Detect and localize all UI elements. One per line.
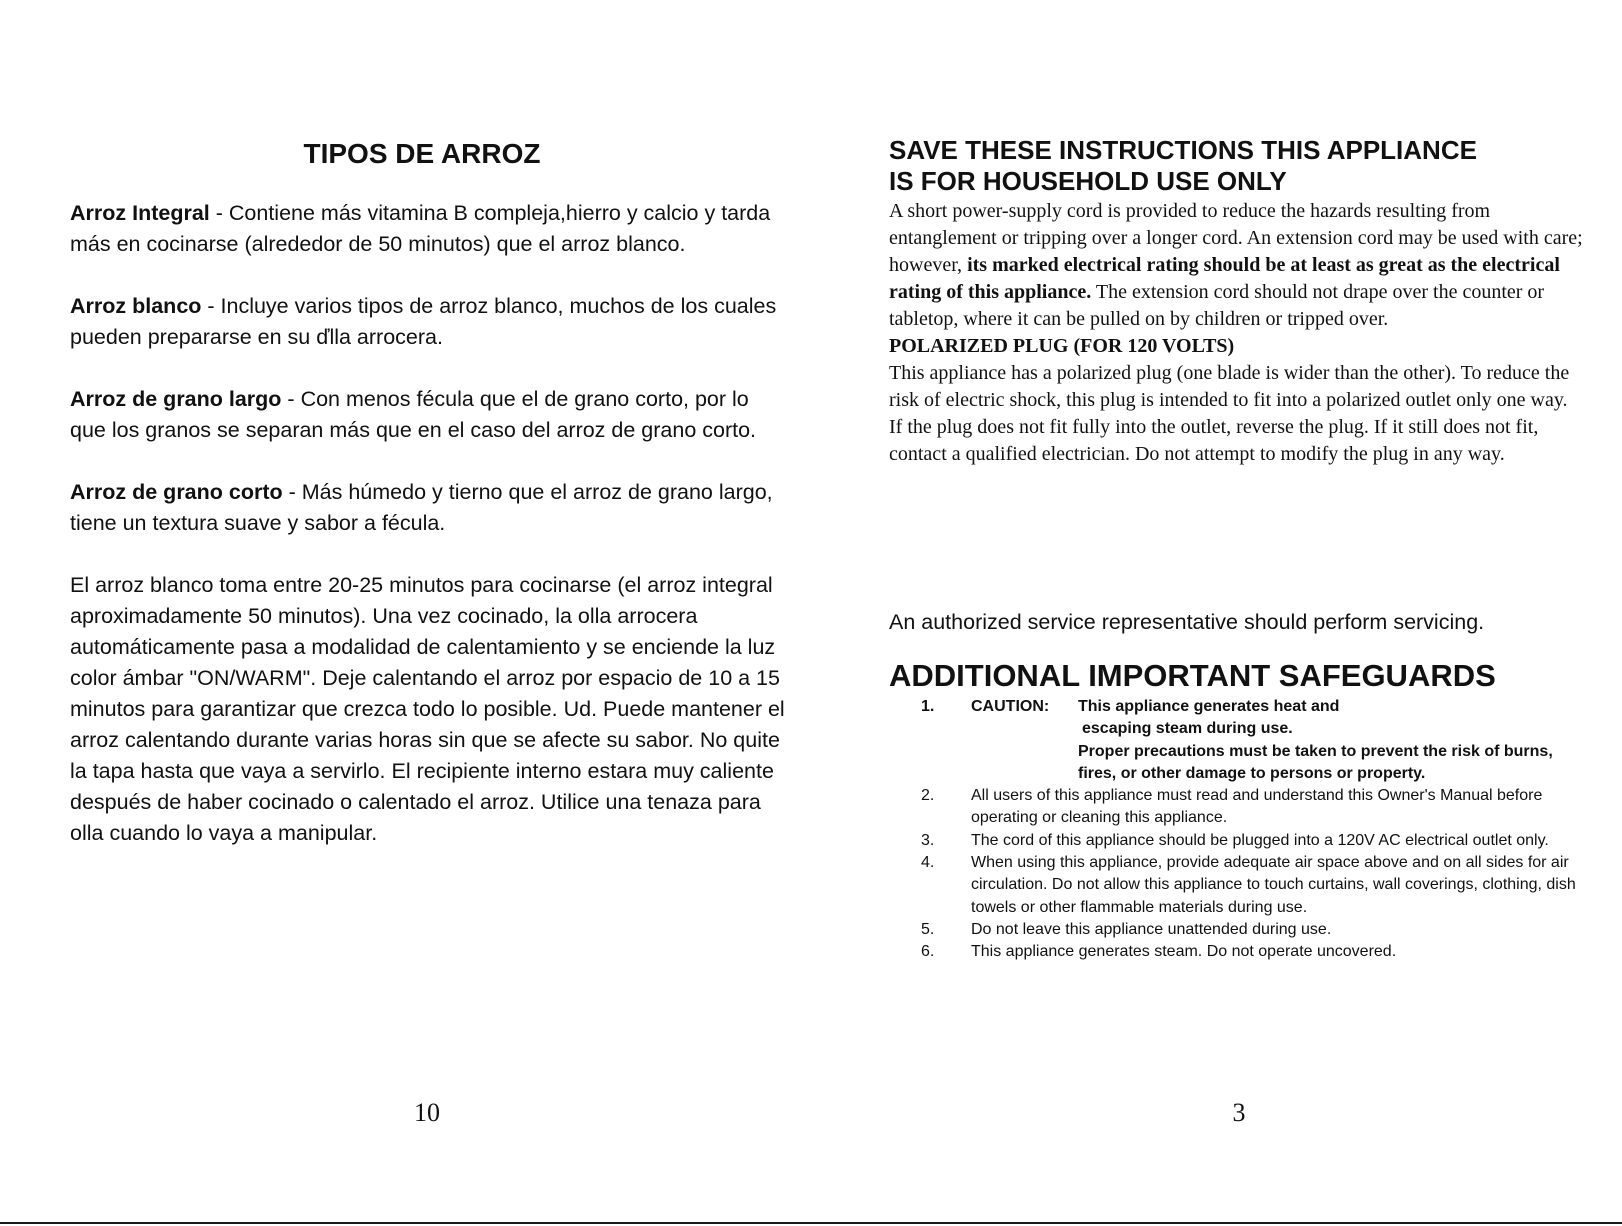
item-number: 2. [921,787,935,805]
page-number: 3 [1232,1098,1246,1127]
list-item [921,830,1591,852]
rice-type-entry [70,291,790,353]
separator: - [281,387,301,411]
separator: - [209,201,229,225]
rice-type-description: Incluye varios tipos de arroz blanco, muchos de los cuales pueden prepararse en su ďlla arrocera. [70,294,777,349]
caution-text: escaping steam during use. [1082,720,1293,738]
rice-type-entry [70,198,790,260]
plug-paragraph: If the plug does not fit fully into the outlet, reverse the plug. If it still does not fit, contact a qualified electrician. Do not attempt to modify the plug in any way. [889,416,1539,465]
list-item [921,696,1591,785]
rice-type-term: Arroz de grano largo [70,387,282,411]
service-note: An authorized service representative should perform servicing. [889,610,1485,634]
right-page [811,0,1622,1226]
item-number: 5. [921,920,935,938]
list-item [921,919,1591,941]
plug-paragraph: This appliance has a polarized plug (one blade is wider than the other). To reduce the risk of electric shock, this plug is intended to fit into a polarized outlet only one way. [889,362,1570,411]
save-instructions-heading [889,135,1579,197]
list-item [921,941,1591,963]
heading-line: SAVE THESE INSTRUCTIONS THIS APPLIANCE [889,135,1477,165]
item-number: 3. [921,831,935,849]
list-item [921,852,1591,919]
item-number: 6. [921,943,935,961]
cooking-paragraph: El arroz blanco toma entre 20-25 minutos para cocinarse (el arroz integral aproximadamente 50 minutos). Una vez cocinado, la olla arrocera automáticamente pasa a modalidad de calentamiento y se enciende la luz color ámbar "ON/WARM". Deje calentando el arroz por espacio de 10 a 15 minutos para garantizar que crezca todo lo posible. Ud. Puede mantener el arroz calentando durante varias horas sin que se afecte su sabor. No quite la tapa hasta que vaya a servirlo. El recipiente interno estara muy caliente después de haber cocinado o calentado el arroz. Utilice una tenaza para olla cuando lo vaya a manipular. [70,573,785,845]
separator: - [282,480,302,504]
safeguards-list [921,696,1591,964]
page-title: TIPOS DE ARROZ [303,138,541,169]
item-text: When using this appliance, provide adequate air space above and on all sides for air circulation. Do not allow this appliance to touch curtains, wall coverings, clothing, dish towels or other flammable materials during use. [971,854,1576,916]
rice-types-body [70,198,790,849]
rice-type-term: Arroz Integral [70,201,210,225]
item-text: All users of this appliance must read and understand this Owner's Manual before operating or cleaning this appliance. [971,787,1543,827]
cord-paragraph [889,198,1589,333]
caution-text: Proper precautions must be taken to prevent the risk of burns, fires, or other damage to persons or property. [1078,742,1553,782]
cord-warning-bold: its marked electrical rating should be at least as great as the electrical rating of this appliance. [889,254,1560,303]
item-text: The cord of this appliance should be plugged into a 120V AC electrical outlet only. [971,831,1549,849]
heading-line: IS FOR HOUSEHOLD USE ONLY [889,166,1287,196]
item-number: 4. [921,854,935,872]
rice-type-description: Con menos fécula que el de grano corto, por lo que los granos se separan más que en el caso del arroz de grano corto. [70,387,757,442]
rice-type-term: Arroz blanco [70,294,202,318]
rice-type-entry [70,384,790,446]
bottom-divider [0,1222,1622,1224]
item-text: Do not leave this appliance unattended during use. [971,920,1332,938]
separator: - [201,294,221,318]
caution-line [971,696,1591,718]
cord-text: The extension cord should not drape over the counter or tabletop, where it can be pulled on by children or tripped over. [889,281,1545,330]
caution-label: CAUTION: [971,698,1050,715]
rice-type-description: Más húmedo y tierno que el arroz de grano largo, tiene un textura suave y sabor a fécula. [70,480,773,535]
rice-type-entry [70,477,790,539]
rice-type-term: Arroz de grano corto [70,480,283,504]
caution-text: This appliance generates heat and [1078,698,1340,715]
cord-instructions [889,198,1589,468]
item-number: 1. [921,698,935,715]
safeguards-heading: ADDITIONAL IMPORTANT SAFEGUARDS [889,658,1496,693]
cord-text: A short power-supply cord is provided to reduce the hazards resulting from entanglement or tripping over a longer cord. An extension cord may be used with care; however, [889,200,1583,276]
page-number: 10 [414,1098,440,1127]
list-item [921,785,1591,830]
rice-type-description: Contiene más vitamina B compleja,hierro y calcio y tarda más en cocinarse (alrededor de 50 minutos) que el arroz blanco. [70,201,771,256]
polarized-plug-heading: POLARIZED PLUG (FOR 120 VOLTS) [889,335,1235,357]
item-text: This appliance generates steam. Do not operate uncovered. [971,943,1397,961]
